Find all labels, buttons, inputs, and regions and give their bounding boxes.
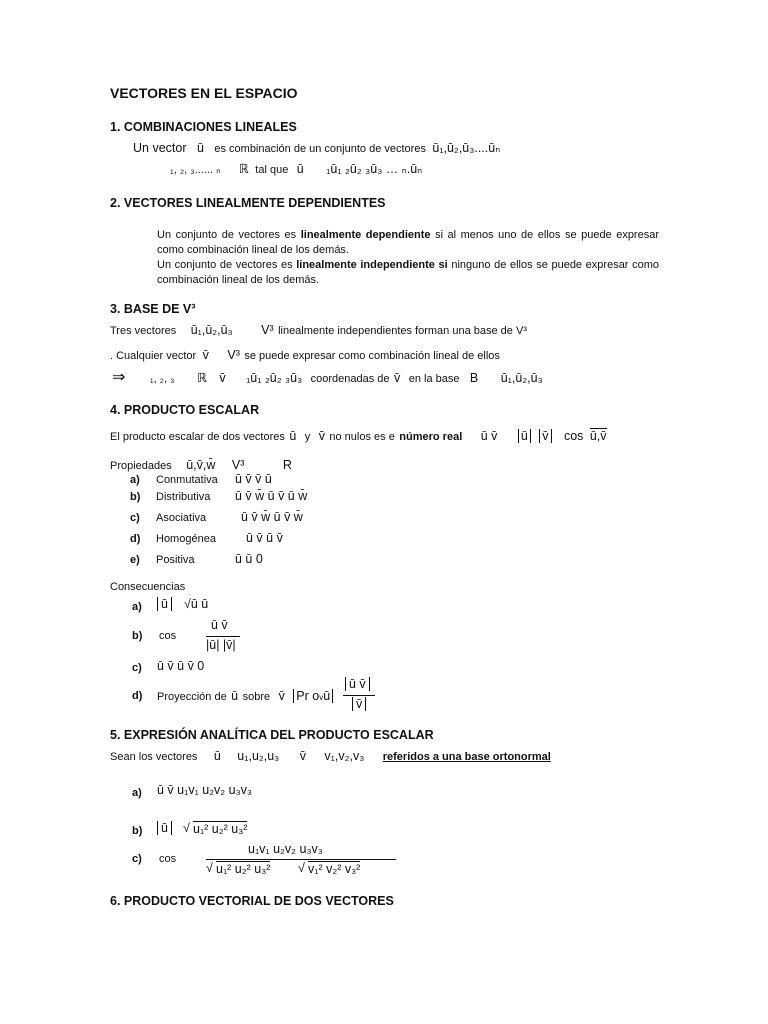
sqrt-icon: √ — [183, 821, 190, 835]
section-5-heading: 5. EXPRESIÓN ANALÍTICA DEL PRODUCTO ESCALAR — [110, 728, 434, 742]
s5-u-components: u₁,u₂,u₃ — [237, 749, 280, 763]
cons-c-letter: c) — [132, 662, 142, 674]
cons-d-line — [157, 687, 333, 705]
s1-line1-desc: es combinación de un conjunto de vectores — [214, 143, 426, 155]
s4-def-y: y — [304, 431, 311, 443]
property-letter: a) — [130, 474, 140, 486]
cons-a-sqrt: √ū ū — [184, 597, 209, 611]
s5-a-letter: a) — [132, 787, 142, 799]
s3-l1-space: V³ — [261, 323, 274, 337]
s4-prop-vecs: ū,v̄,w̄ — [186, 458, 216, 472]
s5-v-components: v₁,v₂,v₃ — [324, 749, 365, 763]
s1-vector-u: ū — [196, 141, 204, 155]
s2-paragraph-2 — [157, 258, 659, 287]
s4-consequences-label: Consecuencias — [110, 581, 186, 593]
property-formula: ū v̄ w̄ ū v̄ w̄ — [241, 510, 303, 524]
s4-properties-list — [130, 474, 530, 575]
s1-vector-set: ū₁,ū₂,ū₃....ūₙ — [432, 141, 501, 155]
s4-def-product: ū v̄ — [480, 429, 498, 443]
cons-d-denominator: v̄ — [352, 697, 366, 711]
s2-p1-text: Un conjunto de vectores es — [157, 229, 297, 241]
s4-def-v: v̄ — [318, 429, 325, 443]
s4-def-bold: número real — [399, 431, 463, 443]
cons-d-proj-sub: v — [319, 693, 324, 702]
section-2-heading: 2. VECTORES LINEALMENTE DEPENDIENTES — [110, 196, 386, 210]
s1-linear-combination: ₁ū₁ ₂ū₂ ₃ū₃ … ₙ.ūₙ — [326, 162, 423, 176]
property-letter: d) — [130, 533, 141, 545]
s4-prop-R: R — [282, 458, 292, 472]
s3-line3 — [112, 367, 543, 387]
s5-c-fraction-line — [206, 859, 396, 860]
cons-d-text: Proyección de — [157, 691, 227, 703]
property-row — [130, 491, 530, 512]
s5-intro-line — [110, 747, 551, 765]
section-6-heading: 6. PRODUCTO VECTORIAL DE DOS VECTORES — [110, 894, 394, 908]
cons-d-proj-u: ū — [323, 689, 331, 703]
s4-def-mod-u: ū — [518, 429, 531, 443]
property-row — [130, 554, 530, 575]
property-formula: ū v̄ w̄ ū v̄ ū w̄ — [235, 489, 308, 503]
s1-tal-que: tal que — [255, 164, 289, 176]
property-name: Distributiva — [156, 491, 211, 503]
s4-def-mod-v: v̄ — [539, 429, 551, 443]
s5-b-radicand: u₁² u₂² u₃² — [193, 822, 248, 836]
cons-d-letter: d) — [132, 690, 143, 702]
cons-b-fraction-line — [206, 636, 240, 637]
implies-icon: ⇒ — [112, 369, 126, 386]
property-name: Positiva — [156, 554, 195, 566]
s2-p2-rest: ninguno de ellos se puede expresar como combinación lineal de los demás. — [157, 259, 659, 286]
property-letter: b) — [130, 491, 141, 503]
s3-l3-vectors: ū₁,ū₂,ū₃ — [500, 371, 543, 385]
s3-l1-text: Tres vectores — [110, 325, 177, 337]
s5-b-letter: b) — [132, 825, 143, 837]
section-3-heading: 3. BASE DE V³ — [110, 302, 196, 316]
sqrt-icon: √ — [298, 861, 305, 875]
s5-b-mod-u: ū — [157, 821, 172, 835]
s5-intro-text: Sean los vectores — [110, 751, 198, 763]
s1-line2 — [170, 160, 422, 178]
s2-p2-text: Un conjunto de vectores es — [157, 259, 293, 271]
property-name: Homogénea — [156, 533, 216, 545]
cons-b-denominator: |ū| |v̄| — [206, 638, 236, 652]
s3-l3-scalars: ₁, ₂, ₃ — [149, 373, 175, 385]
s3-l3-v2: v̄ — [394, 371, 401, 385]
property-row — [130, 474, 530, 491]
s5-c-letter: c) — [132, 853, 142, 865]
s3-l2-text: . Cualquier vector — [110, 350, 197, 362]
cons-c-formula: ū v̄ ū v̄ 0 — [157, 659, 205, 673]
s5-c-den-v: v₁² v₂² v₃² — [308, 862, 361, 876]
s4-prop-label: Propiedades — [110, 460, 172, 472]
s5-u: ū — [213, 749, 221, 763]
property-name: Conmutativa — [156, 474, 218, 486]
s3-line2 — [110, 346, 500, 364]
s3-l3-base: en la base — [408, 373, 460, 385]
property-letter: c) — [130, 512, 140, 524]
sqrt-icon: √ — [206, 861, 213, 875]
s2-p1-rest: si al menos uno de ellos se puede expresar como combinación lineal de los demás. — [157, 229, 659, 256]
cons-d-proj — [293, 689, 333, 703]
cons-d-numerator: ū v̄ — [345, 677, 370, 691]
s2-paragraph-1 — [157, 228, 659, 257]
s2-p2-bold: linealmente independiente si — [296, 259, 448, 271]
page-title: VECTORES EN EL ESPACIO — [110, 85, 298, 101]
section-4-heading: 4. PRODUCTO ESCALAR — [110, 403, 260, 417]
s1-line1 — [133, 139, 500, 157]
s2-p1-bold: linealmente dependiente — [300, 229, 431, 241]
s1-real-set: ℝ — [238, 162, 249, 176]
property-formula: ū ū 0 — [235, 552, 263, 566]
property-formula: ū v̄ v̄ ū — [235, 472, 272, 486]
cons-d-v: v̄ — [278, 689, 285, 703]
property-row — [130, 533, 530, 554]
s1-line2-u: ū — [296, 162, 304, 176]
s1-scalars: ₁, ₂, ₃...... ₙ — [170, 164, 221, 176]
s4-def-cos: cos — [563, 429, 584, 443]
cons-d-fraction-line — [343, 695, 375, 696]
s3-l3-v: v̄ — [219, 371, 226, 385]
cons-b-cos: cos — [159, 630, 177, 642]
s3-l3-B: B — [469, 371, 479, 385]
s4-def-u: ū — [289, 429, 297, 443]
property-name: Asociativa — [156, 512, 207, 524]
s3-l2-space: V³ — [227, 348, 240, 362]
cons-d-u: ū — [231, 689, 239, 703]
s5-c-cos: cos — [159, 853, 177, 865]
s5-c-numerator: u₁v₁ u₂v₂ u₃v₃ — [248, 842, 323, 856]
s5-a-formula: ū v̄ u₁v₁ u₂v₂ u₃v₃ — [157, 783, 253, 797]
section-1-heading: 1. COMBINACIONES LINEALES — [110, 120, 297, 134]
s5-v: v̄ — [299, 749, 306, 763]
s3-l2-desc: se puede expresar como combinación lineal de ellos — [244, 350, 500, 362]
cons-d-proj-label: Pr o — [296, 689, 320, 703]
property-formula: ū v̄ ū v̄ — [246, 531, 283, 545]
property-letter: e) — [130, 554, 140, 566]
s3-line1 — [110, 321, 527, 339]
s4-def-text: El producto escalar de dos vectores — [110, 431, 285, 443]
s4-def-desc: no nulos es e — [329, 431, 395, 443]
cons-d-sobre: sobre — [242, 691, 271, 703]
s3-l3-terms: ₁ū₁ ₂ū₂ ₃ū₃ — [246, 371, 303, 385]
s3-l3-coord: coordenadas de — [310, 373, 390, 385]
cons-b-numerator: ū v̄ — [211, 618, 228, 632]
s3-l1-desc: linealmente independientes forman una base de V³ — [278, 325, 527, 337]
s1-line1-text: Un vector — [133, 141, 187, 155]
s3-l2-v: v̄ — [202, 348, 209, 362]
s4-prop-space: V³ — [231, 458, 245, 472]
property-row — [130, 512, 530, 533]
s5-c-den-u: u₁² u₂² u₃² — [216, 862, 271, 876]
s4-definition — [110, 427, 607, 445]
s3-l1-vectors: ū₁,ū₂,ū₃ — [190, 323, 233, 337]
cons-a-letter: a) — [132, 601, 142, 613]
cons-a-mod-u: ū — [157, 597, 172, 611]
s4-def-angle: ū,v̄ — [589, 429, 607, 443]
s3-l3-real-set: ℝ — [197, 371, 207, 385]
s5-orthonormal-note: referidos a una base ortonormal — [382, 751, 551, 763]
cons-b-letter: b) — [132, 630, 143, 642]
